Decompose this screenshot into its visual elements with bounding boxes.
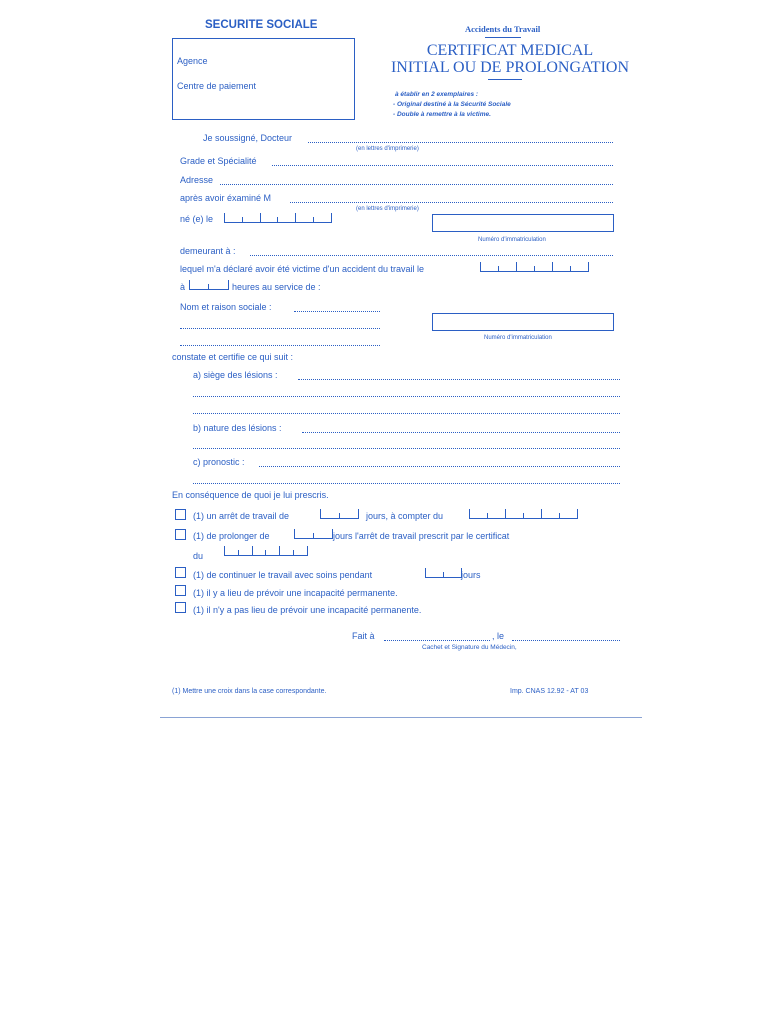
patient-name-hint: (en lettres d'imprimerie) <box>356 206 419 212</box>
print-reference: Imp. CNAS 12.92 - AT 03 <box>510 688 589 695</box>
at-label: à <box>180 282 186 292</box>
instruction-2: - Original destiné à la Sécurité Sociale <box>393 101 511 108</box>
option-2-prolong-label: jours l'arrêt de travail prescrit par le certificat <box>333 531 510 541</box>
footnote: (1) Mettre une croix dans la case correspondante. <box>172 688 327 695</box>
lesion-site-field-1[interactable] <box>298 379 620 380</box>
category-label: Accidents du Travail <box>465 24 541 34</box>
employer-field-2[interactable] <box>180 328 380 329</box>
accident-hour-field[interactable] <box>189 280 229 290</box>
registration-number-label-2: Numéro d'immatriculation <box>484 335 552 341</box>
grade-label: Grade et Spécialité <box>180 156 257 166</box>
registration-number-field-2[interactable] <box>432 313 614 331</box>
hours-service-label: heures au service de : <box>232 282 321 292</box>
stamp-signature-label: Cachet et Signature du Médecin, <box>422 644 517 651</box>
bottom-rule <box>160 717 642 718</box>
lesion-nature-field-1[interactable] <box>302 432 620 433</box>
lesion-site-field-3[interactable] <box>193 413 620 414</box>
residence-field[interactable] <box>250 255 613 256</box>
birth-date-field[interactable] <box>224 213 332 223</box>
option-2-checkbox[interactable] <box>175 529 186 540</box>
option-1-checkbox[interactable] <box>175 509 186 520</box>
made-at-label: Fait à <box>352 631 375 641</box>
certify-label: constate et certifie ce qui suit : <box>172 352 294 362</box>
examined-label: après avoir éxaminé M <box>180 193 272 203</box>
category-underline <box>485 37 521 38</box>
option-1-start-label: jours, à compter du <box>366 511 444 521</box>
prognosis-field-2[interactable] <box>193 483 620 484</box>
agency-box <box>172 38 355 120</box>
option-3-label: (1) de continuer le travail avec soins pendant <box>193 570 373 580</box>
option-2-label: (1) de prolonger de <box>193 531 270 541</box>
option-3-days-field[interactable] <box>425 568 462 578</box>
title-underline <box>488 79 522 80</box>
option-5-label: (1) il n'y a pas lieu de prévoir une incapacité permanente. <box>193 605 422 615</box>
instruction-1: à établir en 2 exemplaires : <box>395 91 479 98</box>
employer-label: Nom et raison sociale : <box>180 302 272 312</box>
option-3-checkbox[interactable] <box>175 567 186 578</box>
prognosis-label: c) pronostic : <box>193 457 245 467</box>
lesion-nature-label: b) nature des lésions : <box>193 423 282 433</box>
address-label: Adresse <box>180 175 214 185</box>
address-field[interactable] <box>220 184 613 185</box>
option-2-from-label: du <box>193 551 204 561</box>
instruction-3: - Double à remettre à la victime. <box>393 111 491 118</box>
date-label: , le <box>492 631 505 641</box>
made-at-field[interactable] <box>384 640 490 641</box>
option-3-days-label: jours <box>461 570 481 580</box>
patient-name-field[interactable] <box>290 202 613 203</box>
option-4-checkbox[interactable] <box>175 585 186 596</box>
title-line-1: CERTIFICAT MEDICAL <box>426 42 594 59</box>
page-title <box>388 42 632 76</box>
date-field[interactable] <box>512 640 620 641</box>
employer-field-1[interactable] <box>294 311 380 312</box>
option-2-date-field[interactable] <box>224 546 308 556</box>
registration-number-label-1: Numéro d'immatriculation <box>478 237 546 243</box>
agency-label: Agence <box>177 56 208 66</box>
option-1-label: (1) un arrêt de travail de <box>193 511 290 521</box>
doctor-field[interactable] <box>308 142 613 143</box>
prognosis-field-1[interactable] <box>259 466 620 467</box>
doctor-hint: (en lettres d'imprimerie) <box>356 146 419 152</box>
title-line-2: INITIAL OU DE PROLONGATION <box>390 59 630 76</box>
accident-date-field[interactable] <box>480 262 589 272</box>
lesion-site-field-2[interactable] <box>193 396 620 397</box>
prescription-intro: En conséquence de quoi je lui prescris. <box>172 490 329 500</box>
option-4-label: (1) il y a lieu de prévoir une incapacité permanente. <box>193 588 398 598</box>
birth-date-label: né (e) le <box>180 214 214 224</box>
option-1-start-date-field[interactable] <box>469 509 578 519</box>
lesion-site-label: a) siège des lésions : <box>193 370 278 380</box>
doctor-label: Je soussigné, Docteur <box>203 133 293 143</box>
option-2-days-field[interactable] <box>294 529 333 539</box>
option-5-checkbox[interactable] <box>175 602 186 613</box>
option-1-days-field[interactable] <box>320 509 359 519</box>
employer-field-3[interactable] <box>180 345 380 346</box>
accident-label: lequel m'a déclaré avoir été victime d'un accident du travail le <box>180 264 425 274</box>
org-name: SECURITE SOCIALE <box>205 19 318 31</box>
residence-label: demeurant à : <box>180 246 236 256</box>
lesion-nature-field-2[interactable] <box>193 448 620 449</box>
registration-number-field-1[interactable] <box>432 214 614 232</box>
payment-centre-label: Centre de paiement <box>177 81 257 91</box>
grade-field[interactable] <box>272 165 613 166</box>
